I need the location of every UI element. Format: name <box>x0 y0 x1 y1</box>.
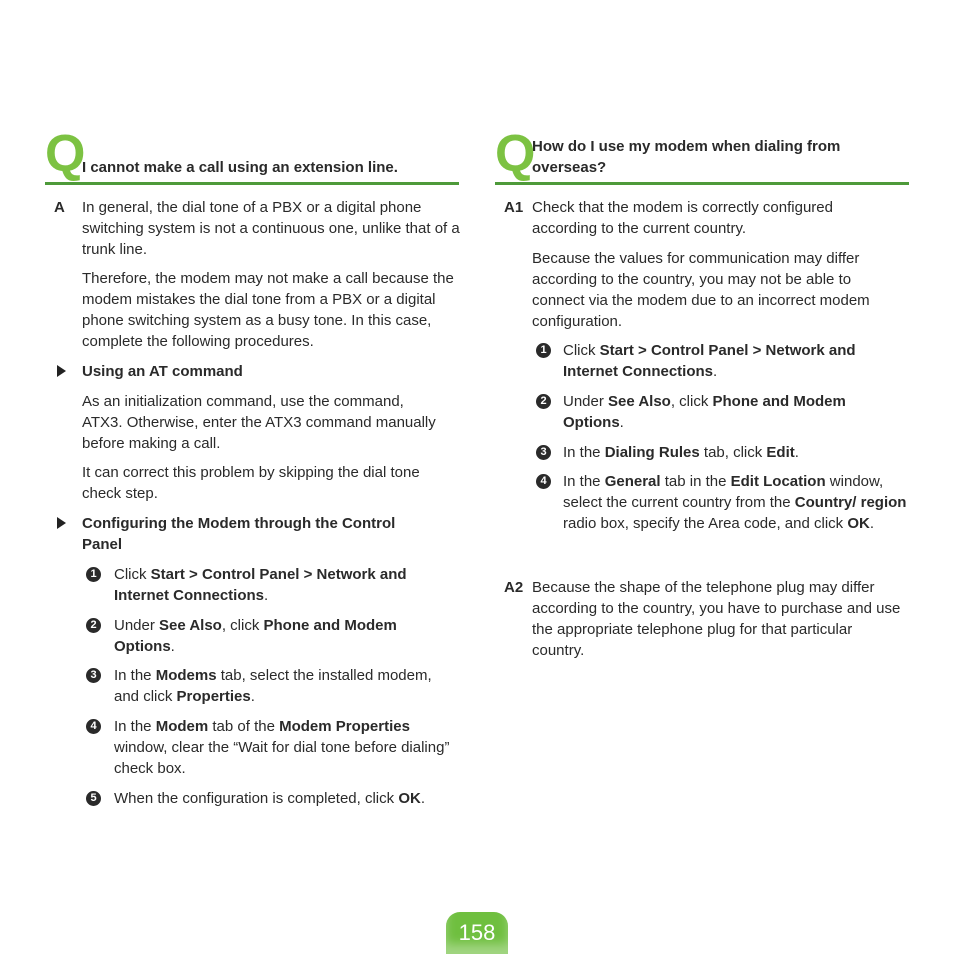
step-text: In the Modem tab of the Modem Properties window, clear the “Wait for dial tone before dialing” check box. <box>114 718 450 777</box>
arrow-right-icon <box>57 365 66 377</box>
step-number-icon: 1 <box>536 343 551 358</box>
step-text: Under See Also, click Phone and Modem Options. <box>563 393 846 431</box>
question-title: I cannot make a call using an extension line. <box>82 159 398 176</box>
q-icon: Q <box>45 125 86 183</box>
q-icon: Q <box>495 125 536 183</box>
step-number-icon: 1 <box>86 567 101 582</box>
step-number-icon: 2 <box>536 394 551 409</box>
step-text: Click Start > Control Panel > Network and Internet Connections. <box>114 566 407 604</box>
left-column <box>45 125 459 185</box>
step-number-icon: 3 <box>536 445 551 460</box>
answer-paragraph: Because the shape of the telephone plug may differ according to the country, you have to purchase and use the appropriate telephone plug for that particular country. <box>532 579 901 659</box>
arrow-right-icon <box>57 517 66 529</box>
answer-paragraph: In general, the dial tone of a PBX or a digital phone switching system is not a continuous one, unlike that of a trunk line. <box>82 199 460 258</box>
step-text: When the configuration is completed, click OK. <box>114 790 425 807</box>
answer-tag: A2 <box>504 579 524 596</box>
step-text: In the General tab in the Edit Location window, select the current country from the Country/ region radio box, specify the Area code, and click OK. <box>563 473 907 532</box>
step-text: Under See Also, click Phone and Modem Options. <box>114 617 397 655</box>
section-title: Using an AT command <box>82 363 243 380</box>
answer-tag: A1 <box>504 199 524 216</box>
right-column <box>495 125 909 185</box>
answer-paragraph: Check that the modem is correctly configured according to the current country. <box>532 199 833 237</box>
step-text: In the Modems tab, select the installed modem, and click Properties. <box>114 667 432 705</box>
page-number: 158 <box>458 920 496 945</box>
section-paragraph: As an initialization command, use the command, ATX3. Otherwise, enter the ATX3 command manually before making a call. <box>82 393 436 452</box>
section-paragraph: It can correct this problem by skipping the dial tone check step. <box>82 464 420 502</box>
answer-paragraph: Because the values for communication may differ according to the country, you may not be able to connect via the modem due to an incorrect modem configuration. <box>532 250 870 330</box>
step-text: In the Dialing Rules tab, click Edit. <box>563 444 799 461</box>
section-title: Configuring the Modem through the Control Panel <box>82 515 396 553</box>
question-header <box>45 125 459 185</box>
step-text: Click Start > Control Panel > Network and Internet Connections. <box>563 342 856 380</box>
question-header <box>495 125 909 185</box>
answer-paragraph: Therefore, the modem may not make a call because the modem mistakes the dial tone from a PBX or a digital phone switching system as a busy tone. In this case, complete the following procedures. <box>82 270 454 350</box>
step-number-icon: 4 <box>536 474 551 489</box>
answer-tag: A <box>54 199 65 216</box>
step-number-icon: 5 <box>86 791 101 806</box>
step-number-icon: 3 <box>86 668 101 683</box>
step-number-icon: 2 <box>86 618 101 633</box>
question-title: How do I use my modem when dialing from overseas? <box>532 138 841 176</box>
step-number-icon: 4 <box>86 719 101 734</box>
